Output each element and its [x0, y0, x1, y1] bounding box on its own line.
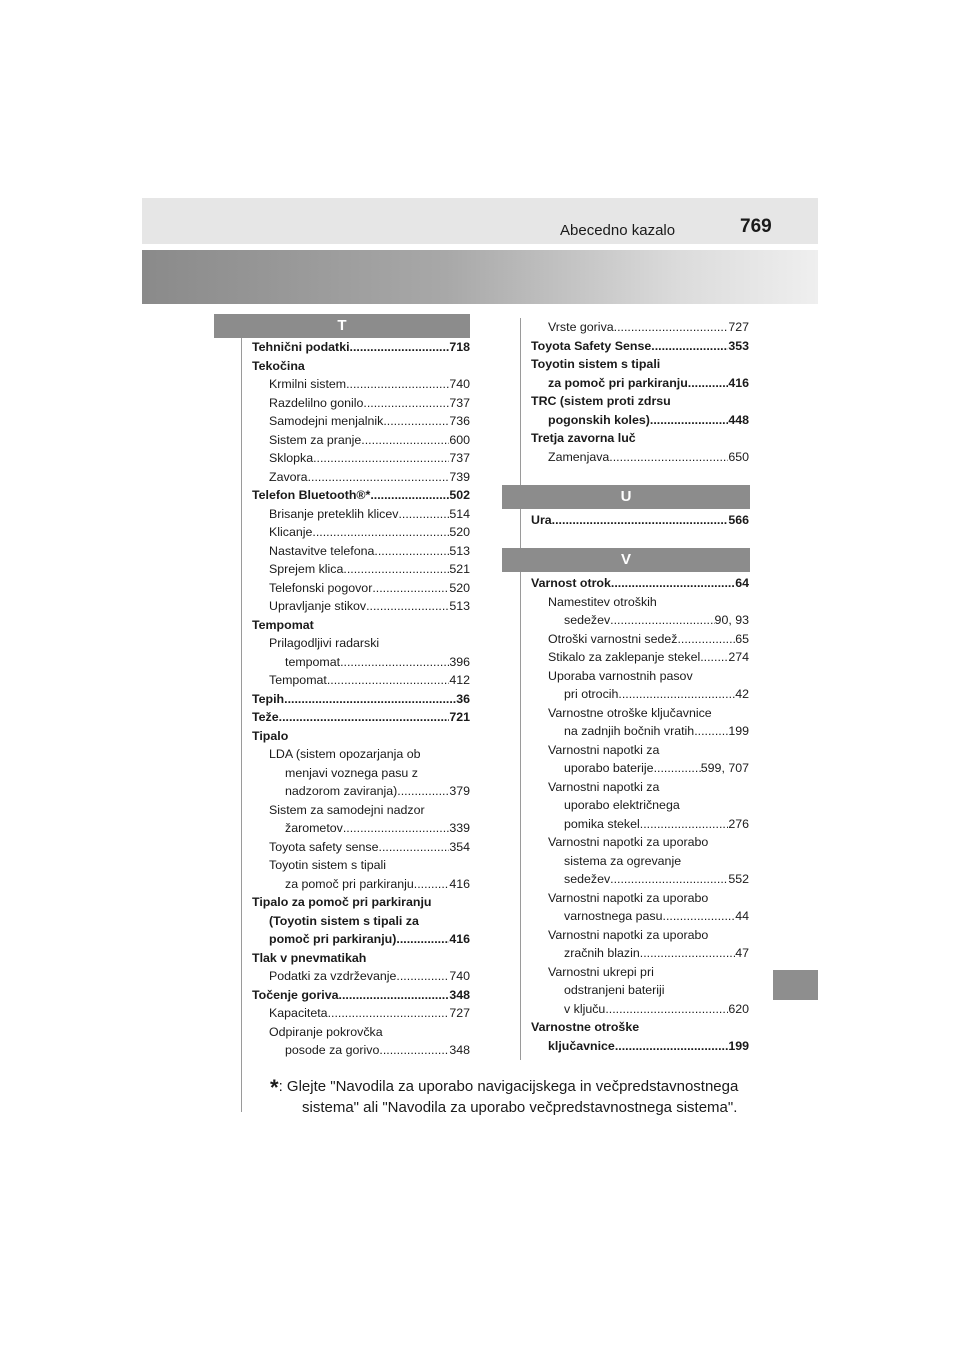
index-entry: Tepih ..... 36 [252, 690, 470, 709]
index-heading: Tekočina [252, 358, 305, 373]
footnote-line-1 [270, 1077, 760, 1098]
index-subentry: Zamenjava ..... 650 [531, 448, 749, 467]
index-subheading: Uporaba varnostnih pasov [548, 668, 693, 683]
index-entry: Teže ..... 721 [252, 708, 470, 727]
index-subentry: Sprejem klica ..... 521 [252, 560, 470, 579]
index-heading: (Toyotin sistem s tipali za [269, 913, 419, 928]
index-heading: Tretja zavorna luč [531, 431, 636, 445]
index-entry: Toyota Safety Sense ..... 353 [531, 337, 749, 356]
index-subentry: sedežev ..... 552 [531, 870, 749, 889]
index-subentry: Stikalo za zaklepanje stekel. ..... 274 [531, 648, 749, 667]
index-entry: Tehnični podatki ..... 718 [252, 338, 470, 357]
index-subheading: Sistem za samodejni nadzor [269, 802, 425, 817]
index-entry: za pomoč pri parkiranju ..... 416 [531, 374, 749, 393]
footnote-text-2: sistema" ali "Navodila za uporabo večpredstavnostnega sistema". [302, 1099, 738, 1116]
index-subentry: Vrste goriva ..... 727 [531, 318, 749, 337]
index-subentry: nadzorom zaviranja) ..... 379 [252, 782, 470, 801]
index-column-left [252, 338, 470, 1060]
index-subheading: Namestitev otroških [548, 594, 657, 609]
index-subentry: za pomoč pri parkiranju ..... 416 [252, 875, 470, 894]
index-entry: Točenje goriva ..... 348 [252, 986, 470, 1005]
index-subheading: Varnostne otroške ključavnice [548, 705, 712, 720]
index-heading: Tipalo za pomoč pri parkiranju [252, 895, 432, 909]
index-subheading: menjavi voznega pasu z [285, 765, 418, 780]
header-bar [142, 198, 818, 244]
index-subentry: Razdelilno gonilo ..... 737 [252, 394, 470, 413]
index-subentry: varnostnega pasu ..... 44 [531, 907, 749, 926]
left-margin-rule [241, 338, 242, 1112]
index-subheading: Varnostni napotki za uporabo [548, 835, 709, 849]
index-heading: Tempomat [252, 617, 314, 632]
index-entry: Telefon Bluetooth®* ..... 502 [252, 486, 470, 505]
index-subentry: Podatki za vzdrževanje ..... 740 [252, 967, 470, 986]
index-subentry: Samodejni menjalnik ..... 736 [252, 412, 470, 431]
index-subheading: Toyotin sistem s tipali [269, 858, 387, 872]
letter-heading-u: U [502, 485, 750, 509]
index-subheading: Varnostni ukrepi pri [548, 964, 654, 979]
index-subentry: Brisanje preteklih klicev ..... 514 [252, 505, 470, 524]
index-subentry: Sistem za pranje ..... 600 [252, 431, 470, 450]
index-subentry: pomika stekel ..... 276 [531, 815, 749, 834]
index-subentry: Tempomat ..... 412 [252, 671, 470, 690]
index-subentry: žarometov ..... 339 [252, 819, 470, 838]
footnote [270, 1077, 760, 1118]
index-subheading: Prilagodljivi radarski [269, 636, 380, 650]
letter-heading-v: V [502, 548, 750, 572]
index-subentry: Kapaciteta ..... 727 [252, 1004, 470, 1023]
index-entry: pomoč pri parkiranju) ..... 416 [252, 930, 470, 949]
index-subheading: Varnostni napotki za uporabo [548, 890, 709, 905]
index-heading: Toyotin sistem s tipali [531, 357, 661, 371]
index-subheading: odstranjeni bateriji [564, 983, 665, 997]
index-subentry: pri otrocih ..... 42 [531, 685, 749, 704]
index-subheading: uporabo električnega [564, 798, 680, 812]
index-subentry: sedežev ..... 90, 93 [531, 611, 749, 630]
footnote-asterisk: * [270, 1075, 279, 1100]
index-subheading: sistema za ogrevanje [564, 853, 682, 868]
index-subentry: Toyota safety sense ..... 354 [252, 838, 470, 857]
index-subentry: Sklopka ..... 737 [252, 449, 470, 468]
index-column-right-t [531, 318, 749, 466]
index-entry: Ura ..... 566 [531, 511, 749, 530]
index-subentry: uporabo baterije ..... 599, 707 [531, 759, 749, 778]
footnote-text-1: : Glejte "Navodila za uporabo navigacijskega in večpredstavnostnega [278, 1078, 739, 1095]
index-subentry: posode za gorivo ..... 348 [252, 1041, 470, 1060]
index-subheading: Varnostni napotki za [548, 742, 660, 757]
index-subentry: zračnih blazin ..... 47 [531, 944, 749, 963]
index-subentry: Krmilni sistem ..... 740 [252, 375, 470, 394]
index-entry: pogonskih koles) ..... 448 [531, 411, 749, 430]
index-subheading: Varnostni napotki za uporabo [548, 927, 709, 942]
index-subentry: v ključu ..... 620 [531, 1000, 749, 1019]
header-gradient-band [142, 250, 818, 304]
letter-heading-t: T [214, 314, 470, 338]
index-heading: Varnostne otroške [531, 1020, 640, 1034]
index-heading: Tipalo [252, 728, 289, 743]
index-heading: Tlak v pnevmatikah [252, 950, 367, 965]
index-entry: ključavnice ..... 199 [531, 1037, 749, 1056]
index-entry: Varnost otrok ..... 64 [531, 574, 749, 593]
index-column-right-u [531, 511, 749, 530]
section-title: Abecedno kazalo [560, 222, 676, 239]
index-subentry: na zadnjih bočnih vratih ..... 199 [531, 722, 749, 741]
center-column-rule [520, 318, 521, 1060]
index-subentry: Upravljanje stikov ..... 513 [252, 597, 470, 616]
index-subentry: Otroški varnostni sedež ..... 65 [531, 630, 749, 649]
index-subheading: Varnostni napotki za [548, 779, 660, 794]
index-column-right-v [531, 574, 749, 1055]
index-heading: TRC (sistem proti zdrsu [531, 394, 671, 408]
index-subentry: Nastavitve telefona ..... 513 [252, 542, 470, 561]
chapter-thumb-tab [773, 970, 818, 1000]
page-number: 769 [740, 216, 772, 237]
index-subentry: Klicanje ..... 520 [252, 523, 470, 542]
index-subentry: Telefonski pogovor ..... 520 [252, 579, 470, 598]
index-subentry: tempomat ..... 396 [252, 653, 470, 672]
index-subheading: Odpiranje pokrovčka [269, 1024, 383, 1039]
index-subheading: LDA (sistem opozarjanja ob [269, 747, 421, 761]
index-subentry: Zavora ..... 739 [252, 468, 470, 487]
